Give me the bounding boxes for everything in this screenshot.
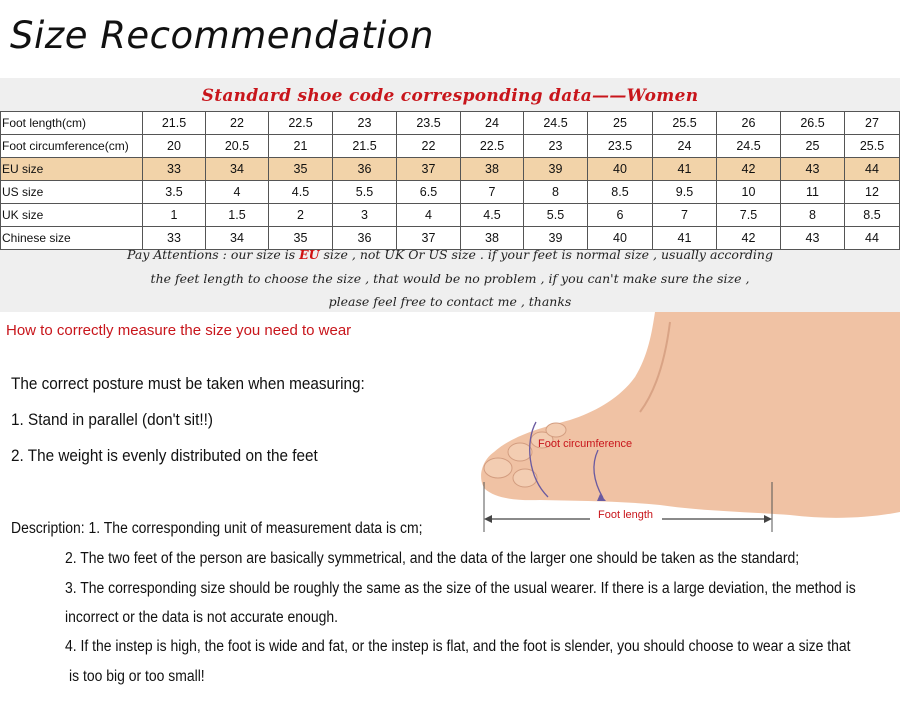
size-table-cell: 25.5 [653, 112, 717, 135]
size-table-cell: 42 [717, 227, 781, 250]
size-table-cell: 4 [397, 204, 461, 227]
size-chart-heading: Standard shoe code corresponding data——Women [201, 86, 699, 106]
size-table-cell: 5.5 [524, 204, 588, 227]
size-table-cell: 26 [717, 112, 781, 135]
size-table-cell: 6 [588, 204, 653, 227]
size-table-cell: 1.5 [206, 204, 269, 227]
size-table-cell: 37 [397, 158, 461, 181]
size-table-cell: 39 [524, 227, 588, 250]
size-table-cell: 37 [397, 227, 461, 250]
size-table-row-label: US size [1, 181, 143, 204]
size-table-row [1, 204, 900, 227]
size-table-cell: 24.5 [717, 135, 781, 158]
size-table-cell: 6.5 [397, 181, 461, 204]
foot-shape [481, 312, 900, 518]
size-table-cell: 23.5 [588, 135, 653, 158]
size-table-cell: 22 [397, 135, 461, 158]
size-table-row [1, 181, 900, 204]
size-table-cell: 38 [461, 227, 524, 250]
size-table-cell: 23 [524, 135, 588, 158]
size-table-cell: 25.5 [845, 135, 900, 158]
attention-note-line-2: the feet length to choose the size , that would be no problem , if you can't make sure the size , [150, 271, 750, 286]
size-table-cell: 24.5 [524, 112, 588, 135]
size-table-cell: 12 [845, 181, 900, 204]
attention-note-eu: EU [299, 247, 320, 262]
description-4-cont: is too big or too small! [69, 668, 205, 685]
size-table-cell: 40 [588, 227, 653, 250]
step-2: 2. The weight is evenly distributed on the feet [11, 446, 318, 465]
size-table-cell: 34 [206, 227, 269, 250]
measure-heading: How to correctly measure the size you need to wear [6, 322, 352, 339]
size-table-row-label: EU size [1, 158, 143, 181]
size-table-row-label: UK size [1, 204, 143, 227]
description-4: 4. If the instep is high, the foot is wide and fat, or the instep is flat, and the foot is slender, you should choose to wear a size that [65, 638, 851, 655]
size-table-row [1, 112, 900, 135]
size-table-cell: 39 [524, 158, 588, 181]
size-table-cell: 43 [781, 227, 845, 250]
size-table-cell: 10 [717, 181, 781, 204]
size-table-cell: 24 [461, 112, 524, 135]
attention-note-line-3: please feel free to contact me , thanks [328, 294, 572, 309]
size-table-cell: 44 [845, 158, 900, 181]
size-table-cell: 36 [333, 227, 397, 250]
size-table-cell: 40 [588, 158, 653, 181]
size-table-cell: 22 [206, 112, 269, 135]
size-table-cell: 11 [781, 181, 845, 204]
size-table-cell: 25 [781, 135, 845, 158]
attention-note-line-1 [0, 247, 900, 262]
size-table-cell: 23.5 [397, 112, 461, 135]
size-table-cell: 24 [653, 135, 717, 158]
size-table-cell: 5.5 [333, 181, 397, 204]
size-table-cell: 4.5 [461, 204, 524, 227]
foot-circumference-label: Foot circumference [538, 438, 633, 450]
size-table-cell: 21 [269, 135, 333, 158]
size-table-row [1, 158, 900, 181]
size-table-cell: 22.5 [269, 112, 333, 135]
size-table-cell: 41 [653, 227, 717, 250]
size-table-row [1, 135, 900, 158]
size-table-cell: 8 [781, 204, 845, 227]
attention-note-pre: Pay Attentions : our size is [127, 247, 300, 262]
foot-illustration [470, 312, 900, 542]
size-table-cell: 20 [143, 135, 206, 158]
size-chart-panel [0, 78, 900, 312]
posture-intro: The correct posture must be taken when measuring: [11, 374, 365, 393]
description-3: 3. The corresponding size should be roughly the same as the size of the usual wearer. If there is a large deviation, the method is [65, 580, 856, 597]
size-table-cell: 33 [143, 158, 206, 181]
size-table-cell: 21.5 [143, 112, 206, 135]
size-table-cell: 8.5 [845, 204, 900, 227]
description-2: 2. The two feet of the person are basically symmetrical, and the data of the larger one should be taken as the standard; [65, 550, 800, 567]
size-table-cell: 2 [269, 204, 333, 227]
size-table-cell: 8.5 [588, 181, 653, 204]
size-table-cell: 22.5 [461, 135, 524, 158]
size-table-cell: 7 [461, 181, 524, 204]
size-table-cell: 4.5 [269, 181, 333, 204]
foot-length-label: Foot length [598, 509, 654, 521]
size-table-cell: 20.5 [206, 135, 269, 158]
size-table-cell: 3 [333, 204, 397, 227]
size-table-cell: 7.5 [717, 204, 781, 227]
size-table-cell: 35 [269, 158, 333, 181]
size-table-cell: 26.5 [781, 112, 845, 135]
description-3-cont: incorrect or the data is not accurate enough. [65, 609, 338, 626]
size-table-cell: 43 [781, 158, 845, 181]
size-table-cell: 4 [206, 181, 269, 204]
size-table-cell: 44 [845, 227, 900, 250]
size-table [0, 111, 900, 250]
size-table-cell: 7 [653, 204, 717, 227]
size-table-cell: 35 [269, 227, 333, 250]
size-table-cell: 41 [653, 158, 717, 181]
page-title: Size Recommendation [10, 14, 434, 57]
size-table-row-label: Foot circumference(cm) [1, 135, 143, 158]
size-table-cell: 1 [143, 204, 206, 227]
attention-note-post: size , not UK Or US size . if your feet is normal size , usually according [319, 247, 773, 262]
size-table-cell: 25 [588, 112, 653, 135]
size-table-cell: 3.5 [143, 181, 206, 204]
size-table-cell: 33 [143, 227, 206, 250]
size-table-cell: 42 [717, 158, 781, 181]
size-table-cell: 27 [845, 112, 900, 135]
size-table-cell: 38 [461, 158, 524, 181]
size-table-cell: 23 [333, 112, 397, 135]
size-table-row-label: Foot length(cm) [1, 112, 143, 135]
size-table-cell: 8 [524, 181, 588, 204]
description-1: Description: 1. The corresponding unit of measurement data is cm; [11, 520, 423, 537]
size-table-cell: 36 [333, 158, 397, 181]
size-table-cell: 21.5 [333, 135, 397, 158]
size-table-cell: 34 [206, 158, 269, 181]
size-table-cell: 9.5 [653, 181, 717, 204]
step-1: 1. Stand in parallel (don't sit!!) [11, 410, 213, 429]
size-table-row-label: Chinese size [1, 227, 143, 250]
